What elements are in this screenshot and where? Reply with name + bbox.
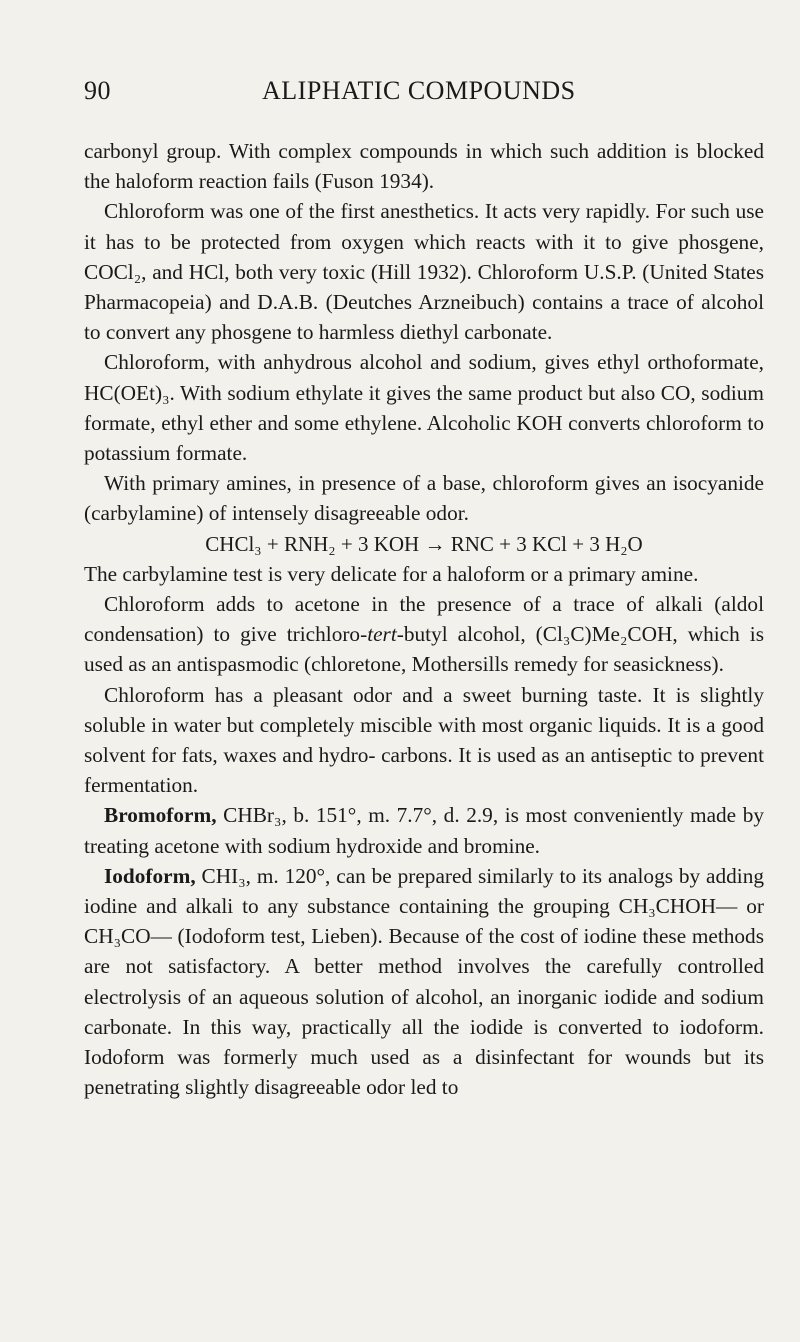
page-number: 90 bbox=[84, 76, 111, 105]
compound-name: Iodoform, bbox=[104, 863, 196, 888]
paragraph-text: -butyl alcohol, (Cl₃C)Me₂COH, which is used as an antispasmodic (chloretone, Mothersills remedy for seasickness). bbox=[84, 622, 765, 677]
paragraph-text: CHBr₃, b. 151°, m. 7.7°, d. 2.9, is most conveniently made by treating acetone with sodium hydroxide and bromine. bbox=[84, 803, 764, 858]
paragraph: With primary amines, in presence of a base, chloroform gives an isocyanide (carbylamine) of intensely disagreeable odor. bbox=[84, 471, 764, 526]
italic-prefix: tert bbox=[367, 622, 397, 647]
paragraph-text: Chloroform adds to acetone in the presence of a trace of alkali (aldol condensation) to give trichloro- bbox=[84, 592, 764, 647]
page-body bbox=[84, 136, 764, 1103]
compound-name: Bromoform, bbox=[104, 803, 217, 828]
running-title: ALIPHATIC COMPOUNDS bbox=[262, 76, 576, 105]
paragraph bbox=[84, 861, 764, 1103]
paragraph: Chloroform, with anhydrous alcohol and sodium, gives ethyl orthoformate, HC(OEt)₃. With sodium ethylate it gives the same product but also CO, sodium formate, ethyl ether and some ethylene. Alcoholic KOH converts chloroform to potassium formate. bbox=[84, 350, 764, 466]
paragraph: carbonyl group. With complex compounds in which such addition is blocked the haloform reaction fails (Fuson 1934). bbox=[84, 139, 764, 194]
paragraph: Chloroform was one of the first anesthetics. It acts very rapidly. For such use it has to be protected from oxygen which reacts with it to give phosgene, COCl₂, and HCl, both very toxic (Hill 1932). Chloroform U.S.P. (United States Pharmacopeia) and D.A.B. (Deutches Arzneibuch) contains a trace of alcohol to convert any phosgene to harmless diethyl carbonate. bbox=[84, 199, 764, 345]
paragraph-text: CHI₃, m. 120°, can be prepared similarly to its analogs by adding iodine and alkali to any substance containing the grouping CH₃CHOH— or CH₃CO— (Iodoform test, Lieben). Because of the cost of iodine these methods are not satisfactory. A better method involves the carefully controlled electrolysis of an aqueous solution of alcohol, an inorganic iodide and sodium carbonate. In this way, practically all the iodide is converted to iodoform. Iodoform was formerly much used as a disinfectant for wounds but its penetrating slightly disagreeable odor led to bbox=[84, 863, 764, 1100]
chemical-equation: CHCl₃ + RNH₂ + 3 KOH → RNC + 3 KCl + 3 H₂O bbox=[205, 531, 643, 556]
paragraph bbox=[84, 800, 764, 860]
paragraph: Chloroform has a pleasant odor and a sweet burning taste. It is slightly soluble in water but completely miscible with most organic liquids. It is a good solvent for fats, waxes and hydro- carbons. It is used as an antiseptic to prevent fermentation. bbox=[84, 682, 764, 798]
paragraph bbox=[84, 589, 764, 680]
paragraph: The carbylamine test is very delicate for a haloform or a primary amine. bbox=[84, 561, 699, 586]
